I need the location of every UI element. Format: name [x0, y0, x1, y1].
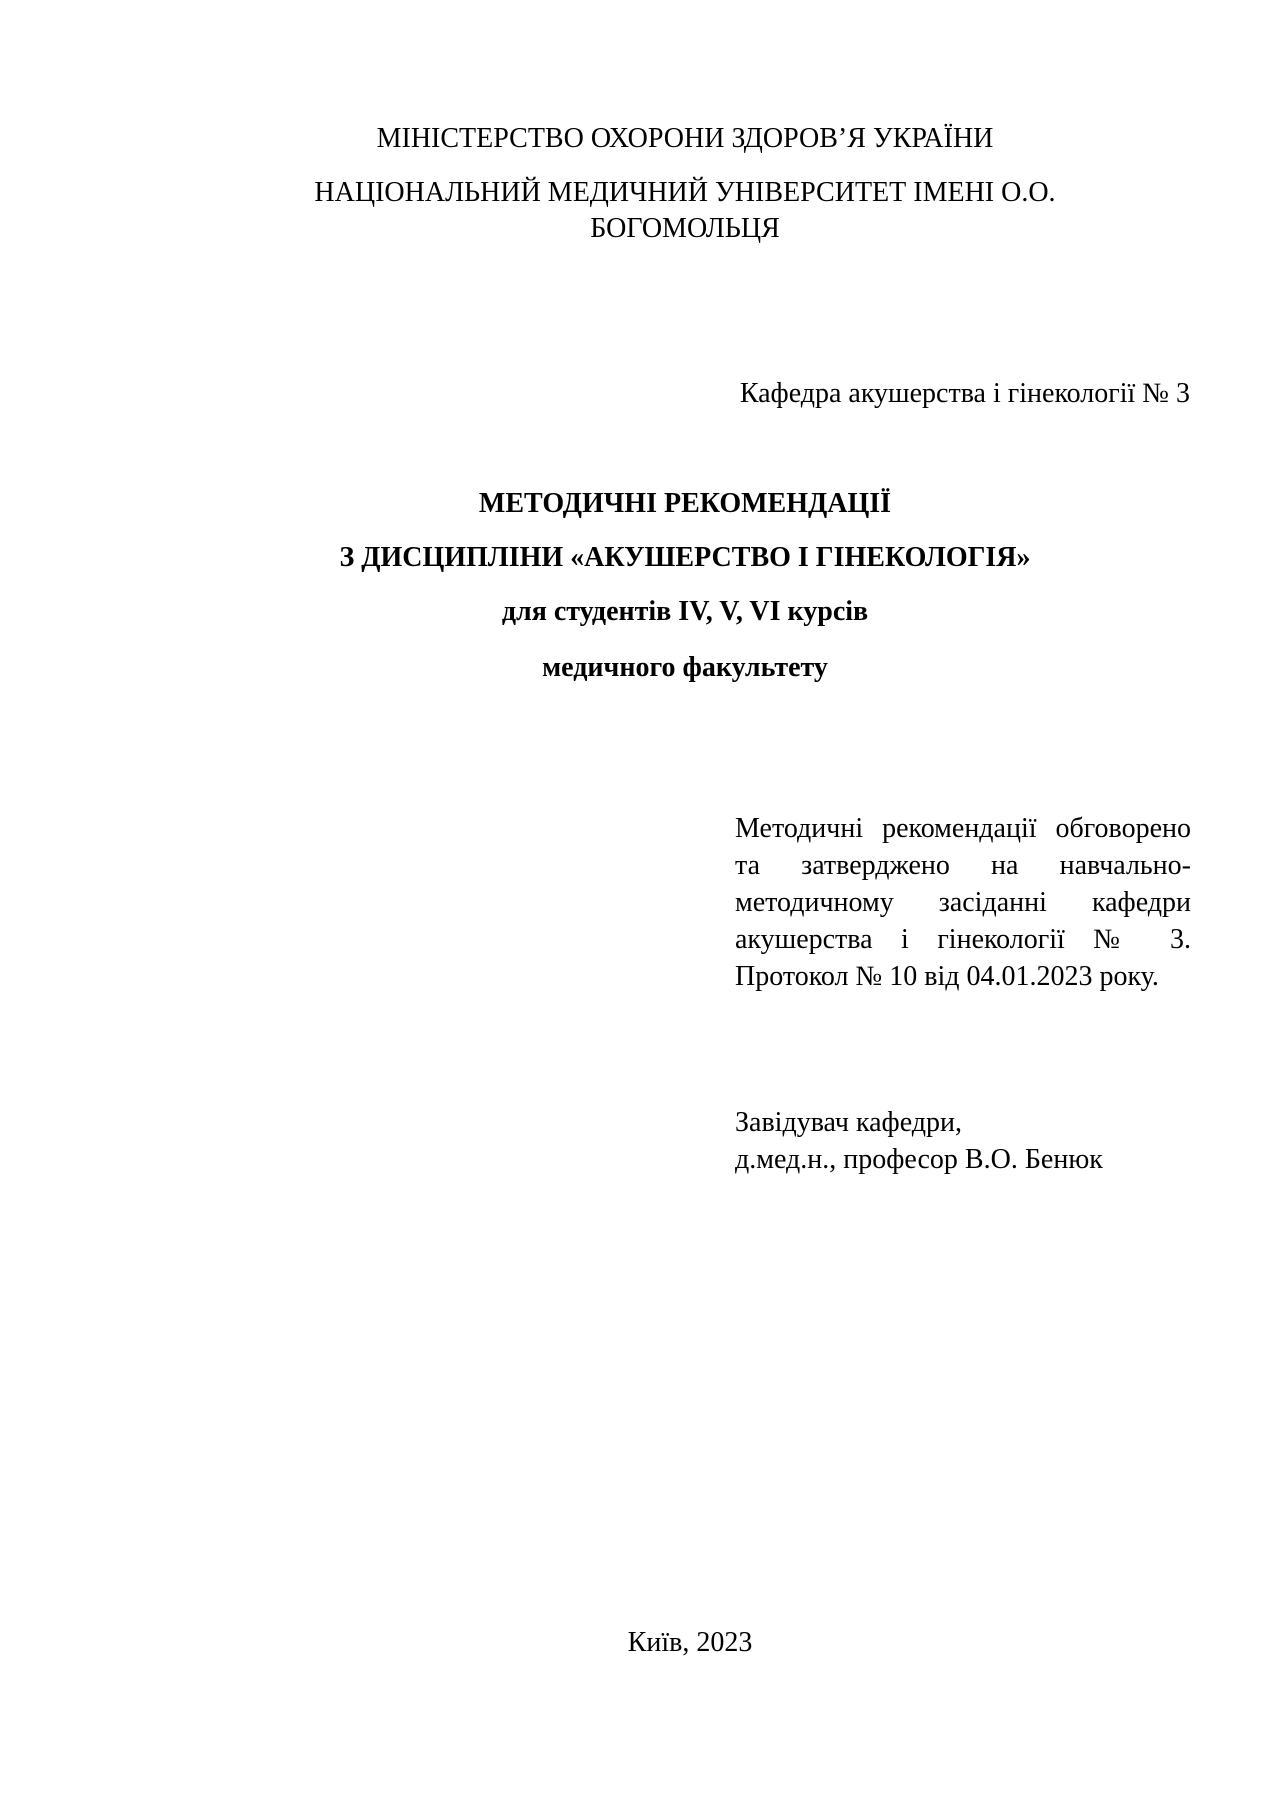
document-title-line3: для студентів IV, V, VI курсів: [501, 596, 869, 627]
document-title-line4: медичного факультету: [542, 652, 828, 683]
ministry-name: МІНІСТЕРСТВО ОХОРОНИ ЗДОРОВ’Я УКРАЇНИ: [376, 123, 994, 154]
signature-name: д.мед.н., професор В.О. Бенюк: [735, 1144, 1103, 1175]
department-name: Кафедра акушерства і гінекології № 3: [739, 378, 1190, 409]
approval-note: Методичні рекомендації обговорено та затверджено на навчально-методичному засіданні кафедри акушерства і гінекології № 3. Протокол № 10 від 04.01.2023 року.: [735, 813, 1191, 992]
document-title-line2: З ДИСЦИПЛІНИ «АКУШЕРСТВО І ГІНЕКОЛОГІЯ»: [339, 542, 1031, 573]
document-title-line1: МЕТОДИЧНІ РЕКОМЕНДАЦІЇ: [478, 488, 892, 519]
university-name-line2: БОГОМОЛЬЦЯ: [590, 213, 780, 244]
university-name-line1: НАЦІОНАЛЬНИЙ МЕДИЧНИЙ УНІВЕРСИТЕТ ІМЕНІ О.О.: [314, 177, 1056, 208]
signature-position: Завідувач кафедри,: [735, 1107, 962, 1138]
signature-block: [735, 1104, 1191, 1178]
place-and-year: Київ, 2023: [627, 1627, 753, 1658]
university-name: [250, 175, 1120, 247]
